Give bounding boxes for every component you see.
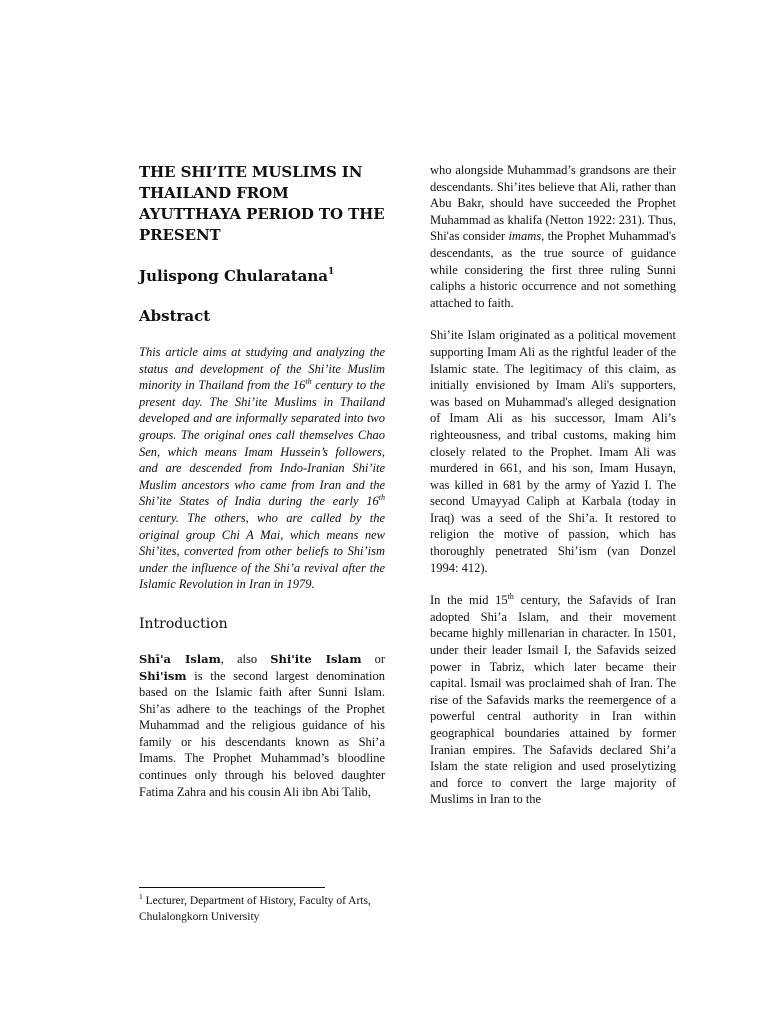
paper-title: THE SHI’ITE MUSLIMS IN THAILAND FROM AYUTTHAYA PERIOD TO THE PRESENT — [139, 163, 385, 244]
footnote-mark: 1 — [139, 892, 143, 901]
footnote — [139, 893, 385, 925]
abstract-text: This article aims at studying and analyzing the status and development of the Shi’ite Muslim minority in Thailand from the 16th century to the present day. The Shi’ite Muslims in Thailand developed and are informally separated into two groups. The original ones call themselves Chao Sen, which means Imam Hussein’s followers, and are descended from Indo-Iranian Shi’ite Muslim ancestors who came from Iran and the Shi’ite States of India during the early 16th century. The others, who are called by the original group Chi A Mai, which means new Shi’ites, converted from other beliefs to Shi’ism under the influence of the Shi’a revival after the Islamic Revolution in Iran in 1979. — [139, 345, 385, 592]
term-shiite-islam: Shi'ite Islam — [270, 651, 362, 666]
term-shiism: Shi'ism — [139, 668, 187, 683]
term-shia-islam: Shī'a Islam — [139, 651, 221, 666]
body-paragraph-2: Shi’ite Islam originated as a political movement supporting Imam Ali as the rightful leader of the Islamic state. The legitimacy of this claim, as initially envisioned by Imam Ali's supporters, was based on Muhammad's alleged designation of Imam Ali as his successor, Imam Ali’s righteousness, and tribal customs, making him closely related to the Prophet. Imam Ali was murdered in 661, and his son, Imam Husayn, was killed in 681 by the army of Yazid I. The second Umayyad Caliph at Karbala (today in Iraq) was a seed of the Shi’a. It restored to religion the motive of passion, which has thoroughly penetrated Shi’ism (van Donzel 1994: 412). — [430, 328, 676, 575]
right-column — [430, 162, 676, 808]
footnote-divider — [139, 887, 325, 888]
author-name: Julispong Chularatana — [139, 267, 329, 285]
abstract-heading: Abstract — [139, 307, 211, 325]
italic-imams: imams — [508, 229, 542, 244]
author-line — [139, 266, 385, 286]
author-footnote-mark[interactable]: 1 — [328, 267, 335, 277]
footnote-text: Lecturer, Department of History, Faculty of Arts, Chulalongkorn University — [139, 895, 371, 923]
introduction-heading: Introduction — [139, 615, 228, 632]
introduction-paragraph: Shī'a Islam, also Shi'ite Islam or Shi'ism is the second largest denomination based on the Islamic faith after Sunni Islam. Shi’as adhere to the teachings of the Prophet Muhammad and the religious guidance of his family or his descendants known as Shi’a Imams. The Prophet Muhammad’s bloodline continues only through his beloved daughter Fatima Zahra and his cousin Ali ibn Abi Talib, — [139, 651, 386, 799]
left-column — [139, 162, 385, 800]
body-paragraph-3: In the mid 15th century, the Safavids of Iran adopted Shi’a Islam, and their movement became highly millenarian in character. In 1501, under their leader Ismail I, the Safavids seized power in Tabriz, which later became their capital. Ismail was proclaimed shah of Iran. The rise of the Safavids marks the reemergence of a powerful central authority in Iran within geographical boundaries attained by former Iranian empires. The Safavids declared Shi’a Islam the state religion and used proselytizing and force to convert the large majority of Muslims in Iran to the — [430, 592, 676, 807]
body-paragraph-1: who alongside Muhammad’s grandsons are their descendants. Shi’ites believe that Ali, rather than Abu Bakr, should have succeeded the Prophet Muhammad as khalifa (Netton 1922: 231). Thus, Shi'as consider imams, the Prophet Muhammad's descendants, as the true source of guidance while considering the first three ruling Sunni caliphs a historic occurrence and not something attached to faith. — [430, 163, 677, 310]
